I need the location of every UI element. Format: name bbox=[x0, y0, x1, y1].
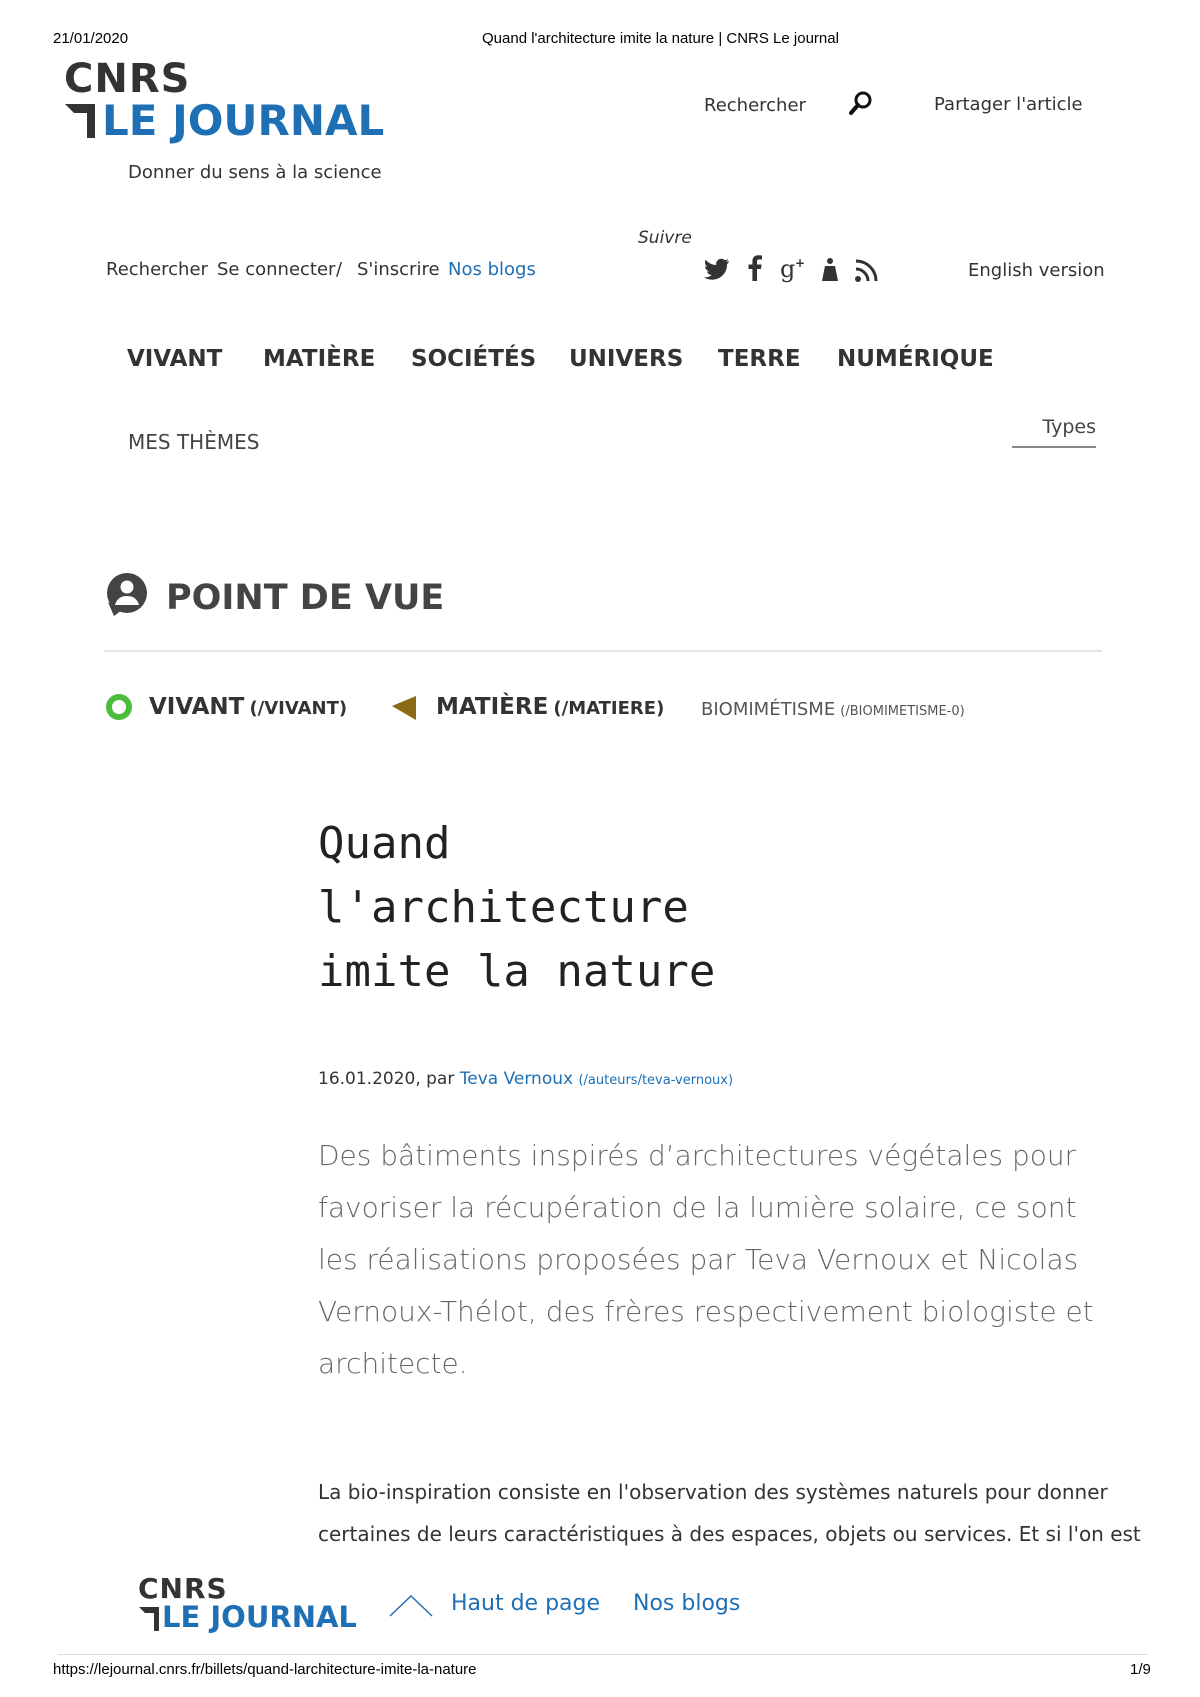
logo-journal-text: LE JOURNAL bbox=[102, 96, 385, 145]
body-line: La bio-inspiration consiste en l'observation des systèmes naturels pour donner bbox=[318, 1480, 1108, 1504]
section-divider bbox=[104, 650, 1102, 652]
back-to-top-link[interactable]: Haut de page bbox=[451, 1591, 601, 1616]
article-date-by: 16.01.2020, par bbox=[318, 1069, 455, 1089]
login-register-separator: / bbox=[336, 259, 343, 280]
top-search-link[interactable]: Rechercher bbox=[704, 95, 806, 116]
search-icon[interactable] bbox=[848, 90, 874, 116]
footer-logo-journal: LE JOURNAL bbox=[162, 1600, 357, 1634]
vivant-circle-icon bbox=[105, 693, 133, 721]
blogs-link[interactable]: Nos blogs bbox=[448, 259, 536, 280]
footer-logo-cnrs: CNRS bbox=[138, 1572, 228, 1605]
print-url: https://lejournal.cnrs.fr/billets/quand-larchitecture-imite-la-nature bbox=[53, 1661, 477, 1678]
svg-text:g: g bbox=[780, 255, 796, 283]
matiere-triangle-icon bbox=[390, 694, 418, 722]
tag-matiere-label: MATIÈRE bbox=[436, 694, 549, 720]
lead-line: Des bâtiments inspirés d’architectures végétales pour bbox=[318, 1139, 1077, 1172]
footer-logo-corner-mark bbox=[139, 1607, 159, 1631]
person-circle-icon bbox=[106, 572, 148, 618]
print-footer-divider bbox=[58, 1654, 1148, 1655]
print-page-number: 1/9 bbox=[1130, 1661, 1151, 1678]
tag-vivant-label: VIVANT bbox=[149, 694, 245, 720]
nav-numerique[interactable]: NUMÉRIQUE bbox=[837, 346, 994, 372]
article-body bbox=[318, 1471, 1158, 1555]
rss-icon[interactable] bbox=[854, 257, 880, 283]
site-logo[interactable] bbox=[62, 56, 385, 146]
svg-text:+: + bbox=[795, 256, 806, 270]
lead-line: architecte. bbox=[318, 1347, 468, 1380]
body-line: certaines de leurs caractéristiques à des espaces, objets ou services. Et si l'on est bbox=[318, 1522, 1141, 1546]
article-title-line: imite la nature bbox=[318, 946, 716, 997]
person-icon[interactable] bbox=[821, 257, 839, 283]
tag-vivant-path: (/VIVANT) bbox=[249, 698, 348, 719]
my-themes-link[interactable]: MES THÈMES bbox=[128, 430, 260, 454]
main-nav bbox=[0, 346, 1200, 386]
lead-line: favoriser la récupération de la lumière solaire, ce sont bbox=[318, 1191, 1077, 1224]
facebook-icon[interactable] bbox=[748, 255, 762, 281]
tag-matiere-path: (/MATIERE) bbox=[553, 698, 665, 719]
tag-matiere[interactable] bbox=[436, 694, 664, 720]
social-icons bbox=[704, 255, 884, 285]
article-title bbox=[318, 812, 715, 1004]
nav-vivant[interactable]: VIVANT bbox=[127, 346, 223, 372]
article-lead bbox=[318, 1130, 1158, 1390]
article-title-line: l'architecture bbox=[318, 882, 689, 933]
tag-biomimetisme[interactable] bbox=[701, 699, 965, 720]
site-tagline: Donner du sens à la science bbox=[128, 162, 382, 183]
user-nav-search[interactable]: Rechercher bbox=[106, 259, 208, 280]
share-article-link[interactable]: Partager l'article bbox=[934, 94, 1083, 115]
print-title: Quand l'architecture imite la nature | CNRS Le journal bbox=[482, 30, 839, 47]
section-title: POINT DE VUE bbox=[166, 578, 445, 618]
tag-biomimetisme-label: BIOMIMÉTISME bbox=[701, 699, 836, 720]
footer-logo[interactable] bbox=[136, 1572, 356, 1638]
author-path: (/auteurs/teva-vernoux) bbox=[578, 1073, 734, 1088]
author-link[interactable]: Teva Vernoux bbox=[459, 1069, 574, 1089]
lead-line: Vernoux-Thélot, des frères respectivement biologiste et bbox=[318, 1295, 1094, 1328]
nav-univers[interactable]: UNIVERS bbox=[569, 346, 684, 372]
tag-vivant[interactable] bbox=[149, 694, 347, 720]
article-title-line: Quand bbox=[318, 818, 451, 869]
tag-biomimetisme-path: (/BIOMIMETISME-0) bbox=[840, 704, 965, 719]
english-version-link[interactable]: English version bbox=[968, 260, 1105, 281]
nav-societes[interactable]: SOCIÉTÉS bbox=[411, 346, 537, 372]
article-byline bbox=[318, 1069, 733, 1089]
logo-cnrs-text: CNRS bbox=[64, 56, 191, 102]
lead-line: les réalisations proposées par Teva Vernoux et Nicolas bbox=[318, 1243, 1079, 1276]
nav-matiere[interactable]: MATIÈRE bbox=[263, 346, 376, 372]
follow-label: Suivre bbox=[638, 228, 692, 248]
google-plus-icon[interactable] bbox=[780, 255, 808, 283]
nav-terre[interactable]: TERRE bbox=[718, 346, 801, 372]
logo-corner-mark bbox=[65, 104, 95, 138]
chevron-up-icon[interactable] bbox=[388, 1592, 434, 1618]
register-link[interactable]: S'inscrire bbox=[357, 259, 440, 280]
footer-blogs-link[interactable]: Nos blogs bbox=[633, 1591, 741, 1616]
login-link[interactable]: Se connecter bbox=[217, 259, 336, 280]
twitter-icon[interactable] bbox=[704, 258, 730, 280]
types-dropdown[interactable]: Types bbox=[1012, 416, 1096, 448]
print-date: 21/01/2020 bbox=[53, 30, 129, 47]
